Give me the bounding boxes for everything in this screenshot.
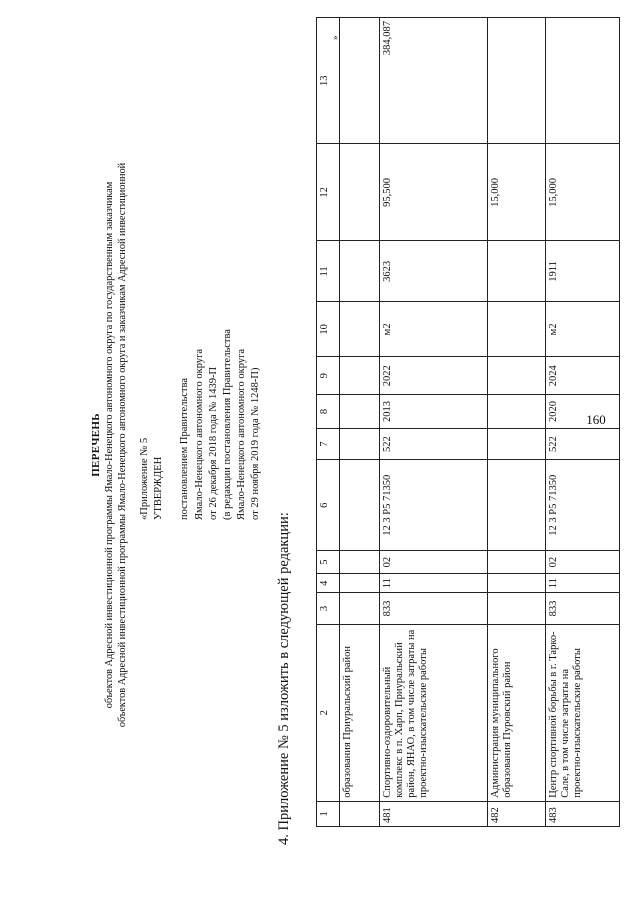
table-cell: 15,000 xyxy=(488,144,546,241)
table-cell: 11 xyxy=(546,574,620,593)
table-cell xyxy=(488,302,546,357)
list-subtitle xyxy=(104,25,130,865)
table-cell xyxy=(340,302,380,357)
list-subtitle-line: объектов Адресной инвестиционной программы Ямало-Ненецкого автономного округа и заказчикам Адресной инвестиционной xyxy=(116,162,128,728)
table-cell: 02 xyxy=(380,551,488,574)
table-cell: 2020 xyxy=(546,395,620,429)
table-row xyxy=(488,18,546,827)
table-cell xyxy=(340,428,380,460)
table-cell: 522 xyxy=(380,428,488,460)
table-cell xyxy=(340,574,380,593)
table-cell xyxy=(488,593,546,625)
table-cell: 12 3 P5 71350 xyxy=(546,460,620,551)
cell-name: образования Приуральский район xyxy=(340,624,380,801)
cell-name: Центр спортивной борьбы в г. Тарко-Сале, в том числе затраты на проектно-изыскательские работы xyxy=(546,624,620,801)
table-row xyxy=(546,18,620,827)
approval-line: от 29 ноября 2019 года № 1248-П) xyxy=(250,367,262,520)
table-cell xyxy=(340,357,380,395)
col-header: 11 xyxy=(317,241,340,302)
approval-line: постановлением Правительства xyxy=(179,377,191,520)
table-cell: 384,087 xyxy=(380,18,488,144)
table-cell: 522 xyxy=(546,428,620,460)
table-cell xyxy=(340,593,380,625)
table-cell xyxy=(340,241,380,302)
col-header: 9 xyxy=(317,357,340,395)
cell-name: Спортивно-оздоровительный комплекс в п. Харп, Приуральский район, ЯНАО, в том числе затраты на проектно-изыскательские работы xyxy=(380,624,488,801)
cell-num: 483 xyxy=(546,801,620,826)
continuation-mark: » xyxy=(330,35,340,40)
cell-num xyxy=(340,801,380,826)
table-cell: 2022 xyxy=(380,357,488,395)
table-cell xyxy=(340,144,380,241)
col-header: 2 xyxy=(317,624,340,801)
col-header: 3 xyxy=(317,593,340,625)
table-cell: 15,000 xyxy=(546,144,620,241)
table-cell xyxy=(488,551,546,574)
table-cell: м2 xyxy=(546,302,620,357)
approval-line: «Приложение № 5 xyxy=(139,437,150,520)
table-cell xyxy=(340,18,380,144)
table-cell: 1911 xyxy=(546,241,620,302)
approval-line: (в редакции постановления Правительства xyxy=(221,329,233,520)
table-cell xyxy=(488,574,546,593)
table-cell xyxy=(546,18,620,144)
table-cell: 2013 xyxy=(380,395,488,429)
section-heading: 4. Приложение № 5 изложить в следующей редакции: xyxy=(276,512,292,845)
page-number: 160 xyxy=(586,412,606,427)
cell-num: 481 xyxy=(380,801,488,826)
table-cell xyxy=(488,460,546,551)
table-cell: 02 xyxy=(546,551,620,574)
table-cell: 95,500 xyxy=(380,144,488,241)
col-header: 8 xyxy=(317,395,340,429)
table-cell xyxy=(340,460,380,551)
table-cell xyxy=(488,241,546,302)
investment-table xyxy=(316,17,620,827)
col-header: 10 xyxy=(317,302,340,357)
approval-line: Ямало-Ненецкого автономного округа xyxy=(193,348,205,520)
table-cell: 833 xyxy=(380,593,488,625)
table-row xyxy=(340,18,380,827)
table-header-row xyxy=(317,18,340,827)
list-title: ПЕРЕЧЕНЬ xyxy=(90,413,102,477)
cell-num: 482 xyxy=(488,801,546,826)
col-header: 13 xyxy=(317,18,340,144)
col-header: 6 xyxy=(317,460,340,551)
table-cell xyxy=(340,551,380,574)
cell-name: Администрация муниципального образования Пуровский район xyxy=(488,624,546,801)
approval-line: УТВЕРЖДЕН xyxy=(153,456,165,520)
table-row xyxy=(380,18,488,827)
col-header: 12 xyxy=(317,144,340,241)
table-cell: 12 3 P5 71350 xyxy=(380,460,488,551)
table-cell: 833 xyxy=(546,593,620,625)
col-header: 5 xyxy=(317,551,340,574)
table-cell xyxy=(488,18,546,144)
approval-line: от 26 декабря 2018 года № 1439-П xyxy=(207,366,219,520)
col-header: 1 xyxy=(317,801,340,826)
approval-block xyxy=(138,190,263,520)
table-cell: 2024 xyxy=(546,357,620,395)
col-header: 7 xyxy=(317,428,340,460)
table-cell xyxy=(488,428,546,460)
table-cell xyxy=(488,357,546,395)
table-cell: 3623 xyxy=(380,241,488,302)
table-cell: м2 xyxy=(380,302,488,357)
approval-line: Ямало-Ненецкого автономного округа xyxy=(236,348,248,520)
table-cell: 11 xyxy=(380,574,488,593)
table-cell xyxy=(488,395,546,429)
col-header: 4 xyxy=(317,574,340,593)
table-cell xyxy=(340,395,380,429)
list-subtitle-line: объектов Адресной инвестиционной программы Ямало-Ненецкого автономного округа по государственным заказчикам xyxy=(104,181,115,709)
